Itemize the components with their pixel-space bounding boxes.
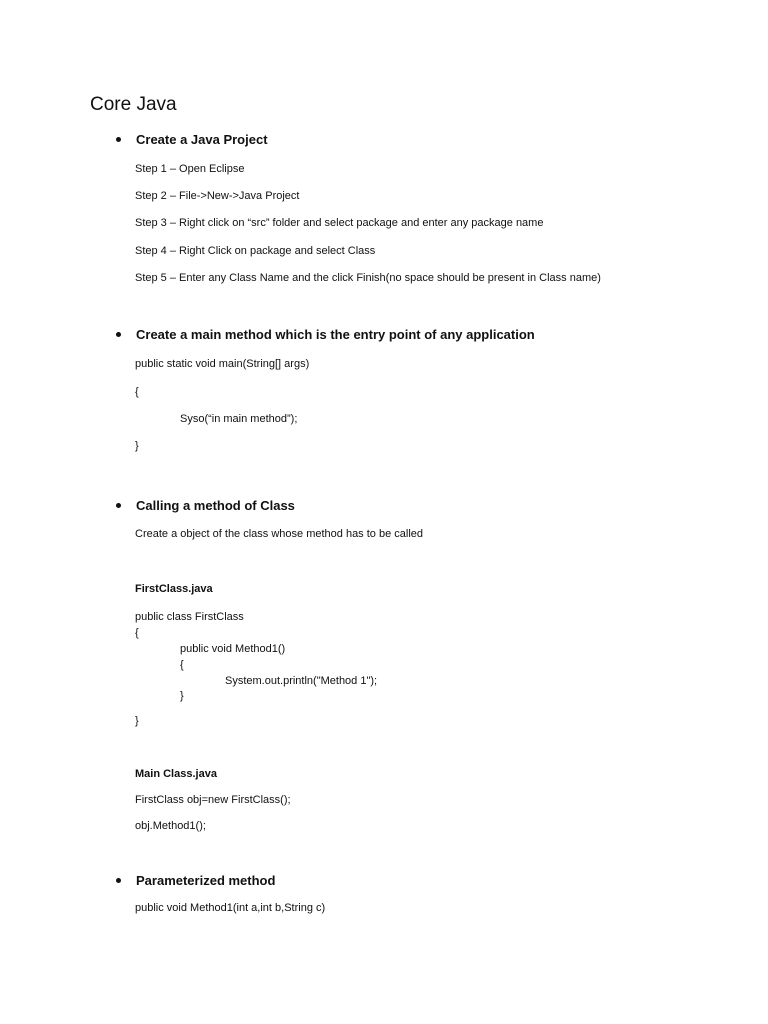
code-line: public static void main(String[] args) — [135, 358, 310, 370]
code-line: System.out.println("Method 1"); — [225, 675, 378, 687]
code-line: public void Method1() — [180, 643, 286, 655]
code-line: } — [135, 440, 139, 452]
bullet-icon — [116, 137, 121, 142]
code-line: Syso(“in main method”); — [180, 413, 298, 425]
file-name-label: Main Class.java — [135, 768, 217, 780]
step-line: Step 2 – File->New->Java Project — [135, 190, 300, 202]
section-heading-text: Create a Java Project — [136, 132, 268, 147]
code-line: obj.Method1(); — [135, 820, 206, 832]
bullet-icon — [116, 332, 121, 337]
code-line: { — [180, 659, 184, 671]
code-line: } — [180, 690, 184, 702]
code-line: public void Method1(int a,int b,String c) — [135, 902, 326, 914]
section-heading-text: Calling a method of Class — [136, 498, 295, 513]
code-line: public class FirstClass — [135, 611, 244, 623]
file-name-label: FirstClass.java — [135, 583, 213, 595]
step-line: Step 4 – Right Click on package and select Class — [135, 245, 376, 257]
step-line: Step 1 – Open Eclipse — [135, 163, 245, 175]
step-line: Step 3 – Right click on “src” folder and select package and enter any package name — [135, 217, 544, 229]
code-line: } — [135, 715, 139, 727]
section-heading-text: Parameterized method — [136, 873, 276, 888]
step-line: Step 5 – Enter any Class Name and the click Finish(no space should be present in Class name) — [135, 272, 601, 284]
code-line: { — [135, 386, 139, 398]
bullet-icon — [116, 503, 121, 508]
document-title: Core Java — [90, 94, 177, 115]
code-line: { — [135, 627, 139, 639]
text-line: Create a object of the class whose method has to be called — [135, 528, 424, 540]
bullet-icon — [116, 878, 121, 883]
code-line: FirstClass obj=new FirstClass(); — [135, 794, 291, 806]
section-heading-text: Create a main method which is the entry point of any application — [136, 327, 535, 342]
